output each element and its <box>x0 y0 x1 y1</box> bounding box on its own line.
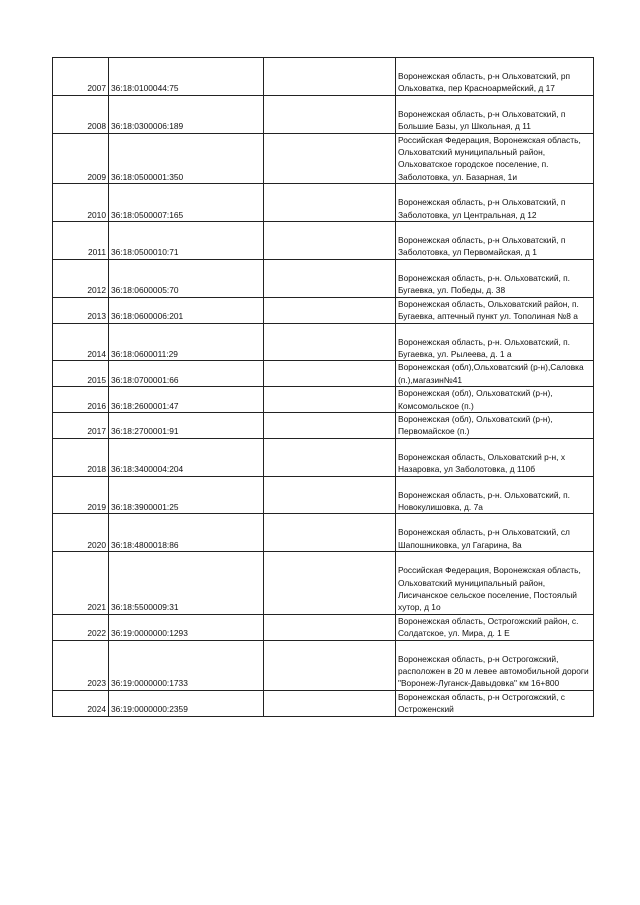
registry-table <box>52 57 594 717</box>
row-number: 2008 <box>53 95 109 133</box>
address-cell <box>396 438 594 476</box>
table-row <box>53 133 594 184</box>
table-row <box>53 297 594 323</box>
address-cell <box>396 387 594 413</box>
address-cell <box>396 690 594 716</box>
row-number: 2013 <box>53 297 109 323</box>
row-number: 2007 <box>53 58 109 96</box>
address-cell <box>396 184 594 222</box>
empty-cell <box>264 184 396 222</box>
address-text: Воронежская область, р-н Острогожский, расположен в 20 м левее автомобильной дороги "Воронеж-Луганск-Давыдовка" км 16+800 <box>398 653 589 689</box>
cadastral-number: 36:18:0500001:350 <box>109 133 264 184</box>
row-number: 2015 <box>53 361 109 387</box>
address-text: Воронежская область, р-н Ольховатский, п Заболотовка, ул Первомайская, д 1 <box>398 235 566 258</box>
cadastral-number: 36:19:0000000:1733 <box>109 640 264 690</box>
cadastral-number: 36:18:3400004:204 <box>109 438 264 476</box>
address-text: Воронежская область, р-н. Ольховатский, п. Бугаевка, ул. Рылеева, д. 1 а <box>398 336 571 359</box>
table-row <box>53 640 594 690</box>
table-row <box>53 387 594 413</box>
table-row <box>53 476 594 514</box>
registry-table-body <box>53 58 594 717</box>
table-row <box>53 323 594 361</box>
address-cell <box>396 297 594 323</box>
empty-cell <box>264 323 396 361</box>
empty-cell <box>264 259 396 297</box>
cadastral-number: 36:18:0600011:29 <box>109 323 264 361</box>
empty-cell <box>264 387 396 413</box>
address-cell <box>396 412 594 438</box>
cadastral-number: 36:18:0500007:165 <box>109 184 264 222</box>
document-page <box>52 57 589 717</box>
cadastral-number: 36:18:2700001:91 <box>109 412 264 438</box>
address-cell <box>396 222 594 260</box>
address-cell <box>396 95 594 133</box>
address-cell <box>396 259 594 297</box>
cadastral-number: 36:18:2600001:47 <box>109 387 264 413</box>
table-row <box>53 412 594 438</box>
empty-cell <box>264 58 396 96</box>
row-number: 2009 <box>53 133 109 184</box>
address-text: Воронежская область, р-н. Ольховатский, п. Бугаевка, ул. Победы, д. 38 <box>398 272 571 296</box>
address-cell <box>396 361 594 387</box>
empty-cell <box>264 476 396 514</box>
row-number: 2010 <box>53 184 109 222</box>
address-text: Воронежская (обл), Ольховатский (р-н), Комсомольское (п.) <box>398 388 553 411</box>
empty-cell <box>264 614 396 640</box>
table-row <box>53 361 594 387</box>
row-number: 2012 <box>53 259 109 297</box>
empty-cell <box>264 412 396 438</box>
address-text: Воронежская область, Ольховатский район, п. Бугаевка, аптечный пункт ул. Тополиная №8 а <box>398 298 579 322</box>
table-row <box>53 614 594 640</box>
empty-cell <box>264 95 396 133</box>
address-text: Российская Федерация, Воронежская область, Ольховатский муниципальный район, Ольховатское городское поселение, п. Заболотовка, ул. Базарная, 1и <box>398 134 581 182</box>
row-number: 2011 <box>53 222 109 260</box>
address-cell <box>396 614 594 640</box>
empty-cell <box>264 640 396 690</box>
row-number: 2016 <box>53 387 109 413</box>
empty-cell <box>264 552 396 615</box>
address-text: Российская Федерация, Воронежская область, Ольховатский муниципальный район, Лисичанское сельское поселение, Постоялый хутор, д 1о <box>398 565 581 613</box>
row-number: 2017 <box>53 412 109 438</box>
empty-cell <box>264 133 396 184</box>
empty-cell <box>264 438 396 476</box>
table-row <box>53 552 594 615</box>
address-text: Воронежская область, р-н Ольховатский, рп Ольховатка, пер Красноармейский, д 17 <box>398 71 571 94</box>
address-text: Воронежская область, р-н Ольховатский, сл Шапошниковка, ул Гагарина, 8а <box>398 527 570 550</box>
table-row <box>53 184 594 222</box>
table-row <box>53 259 594 297</box>
table-row <box>53 95 594 133</box>
cadastral-number: 36:18:0300006:189 <box>109 95 264 133</box>
row-number: 2014 <box>53 323 109 361</box>
cadastral-number: 36:18:0600006:201 <box>109 297 264 323</box>
empty-cell <box>264 690 396 716</box>
cadastral-number: 36:18:3900001:25 <box>109 476 264 514</box>
row-number: 2019 <box>53 476 109 514</box>
row-number: 2020 <box>53 514 109 552</box>
empty-cell <box>264 361 396 387</box>
address-text: Воронежская область, р-н Ольховатский, п Заболотовка, ул Центральная, д 12 <box>398 197 566 220</box>
address-text: Воронежская (обл),Ольховатский (р-н),Саловка (п.),магазин№41 <box>398 362 584 385</box>
cadastral-number: 36:18:4800018:86 <box>109 514 264 552</box>
address-cell <box>396 552 594 615</box>
address-cell <box>396 514 594 552</box>
row-number: 2021 <box>53 552 109 615</box>
table-row <box>53 690 594 716</box>
cadastral-number: 36:18:5500009:31 <box>109 552 264 615</box>
row-number: 2022 <box>53 614 109 640</box>
address-cell <box>396 323 594 361</box>
row-number: 2024 <box>53 690 109 716</box>
address-text: Воронежская область, Ольховатский р-н, х Назаровка, ул Заболотовка, д 110б <box>398 451 566 475</box>
row-number: 2018 <box>53 438 109 476</box>
address-text: Воронежская область, Острогожский район, с. Солдатское, ул. Мира, д. 1 Е <box>398 615 579 639</box>
address-cell <box>396 476 594 514</box>
empty-cell <box>264 297 396 323</box>
address-cell <box>396 640 594 690</box>
table-row <box>53 514 594 552</box>
cadastral-number: 36:18:0700001:66 <box>109 361 264 387</box>
cadastral-number: 36:19:0000000:2359 <box>109 690 264 716</box>
table-row <box>53 222 594 260</box>
row-number: 2023 <box>53 640 109 690</box>
address-text: Воронежская область, р-н Острогожский, с Остроженский <box>398 691 565 715</box>
table-row <box>53 438 594 476</box>
cadastral-number: 36:18:0100044:75 <box>109 58 264 96</box>
address-text: Воронежская область, р-н. Ольховатский, п. Новокулишовка, д. 7а <box>398 489 571 512</box>
table-row <box>53 58 594 96</box>
cadastral-number: 36:19:0000000:1293 <box>109 614 264 640</box>
empty-cell <box>264 514 396 552</box>
address-text: Воронежская область, р-н Ольховатский, п Большие Базы, ул Школьная, д 11 <box>398 108 566 132</box>
cadastral-number: 36:18:0600005:70 <box>109 259 264 297</box>
address-text: Воронежская (обл), Ольховатский (р-н), Первомайское (п.) <box>398 413 553 437</box>
address-cell <box>396 133 594 184</box>
cadastral-number: 36:18:0500010:71 <box>109 222 264 260</box>
empty-cell <box>264 222 396 260</box>
address-cell <box>396 58 594 96</box>
